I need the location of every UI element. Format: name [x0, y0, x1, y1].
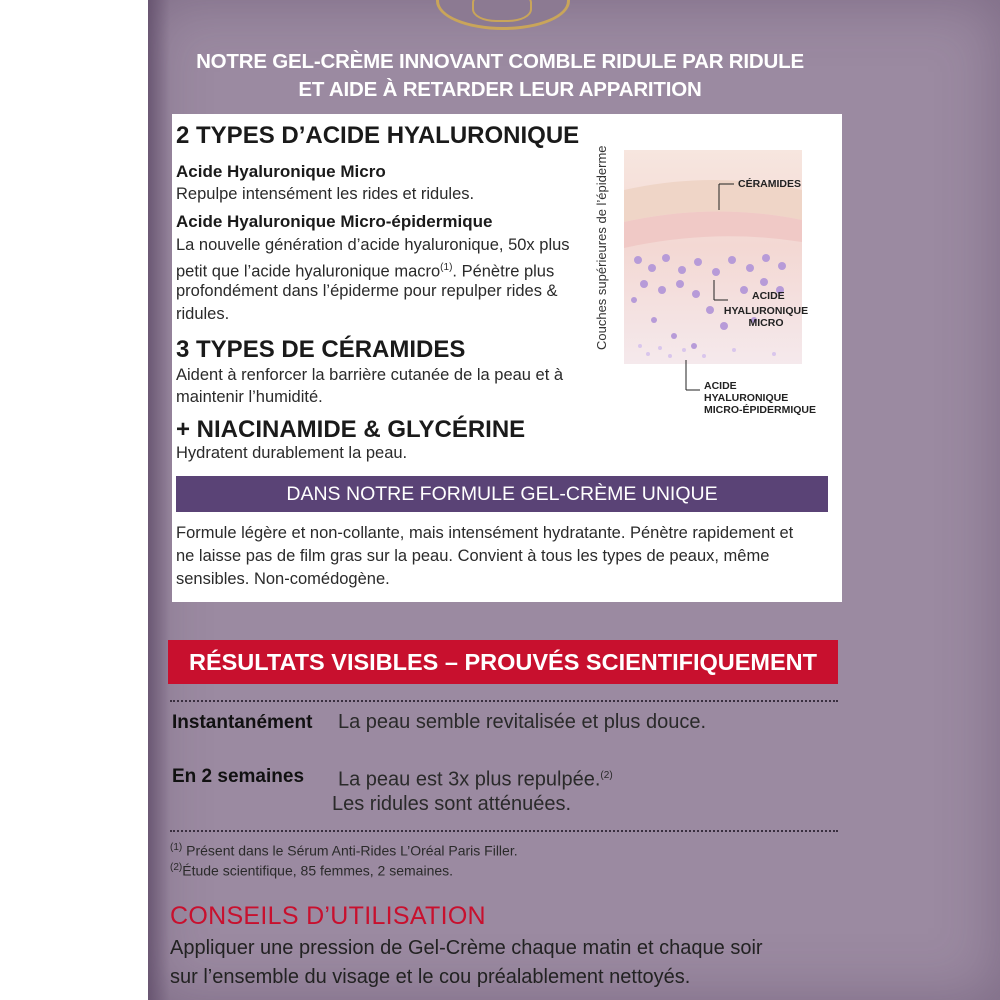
ingredients-panel [172, 114, 842, 602]
footnote-1-text: Présent dans le Sérum Anti-Rides L’Oréal Paris Filler. [182, 842, 518, 859]
skin-layers-diagram [594, 145, 844, 470]
footnote-2-marker: (2) [170, 862, 183, 873]
box-edge-shadow [148, 0, 170, 1000]
label-epi-1: ACIDE [704, 380, 737, 392]
usage-text-2: sur l’ensemble du visage et le cou préalablement nettoyés. [170, 966, 691, 988]
label-micro-rest [718, 305, 814, 329]
ceramides-text-1: Aident à renforcer la barrière cutanée de la peau et à [176, 366, 564, 384]
niacinamide-title: + NIACINAMIDE & GLYCÉRINE [176, 416, 526, 443]
epi-text-1: La nouvelle génération d’acide hyaluronique, 50x plus [176, 236, 570, 254]
headline [170, 48, 830, 104]
dotted-divider-top [170, 700, 838, 702]
headline-line-1: NOTRE GEL-CRÈME INNOVANT COMBLE RIDULE PAR RIDULE [196, 50, 804, 73]
epi-text-3: profondément dans l’épiderme pour repulper rides & [176, 282, 558, 300]
ceramides-text-2: maintenir l’humidité. [176, 388, 323, 406]
label-micro [752, 290, 785, 302]
results-bar: RÉSULTATS VISIBLES – PROUVÉS SCIENTIFIQUEMENT [168, 640, 838, 684]
epi-text-4: ridules. [176, 305, 230, 323]
usage-title: CONSEILS D’UTILISATION [170, 902, 486, 930]
footnote-1 [170, 842, 518, 859]
usage-text-1: Appliquer une pression de Gel-Crème chaque matin et chaque soir [170, 937, 763, 959]
diagram-vertical-label: Couches supérieures de l’épiderme [594, 145, 609, 350]
result-text-instant: La peau semble revitalisée et plus douce. [338, 711, 707, 733]
result-text-2-weeks-1a: La peau est 3x plus repulpée. [338, 768, 601, 791]
formula-text-1: Formule légère et non-collante, mais intensément hydratante. Pénètre rapidement et [176, 524, 794, 542]
epi-text-2b: . Pénètre plus [452, 262, 555, 281]
epi-text-2 [176, 257, 554, 283]
formula-bar: DANS NOTRE FORMULE GEL-CRÈME UNIQUE [176, 476, 828, 512]
label-epi [704, 380, 816, 416]
dotted-divider-bottom [170, 830, 838, 832]
ceramides-title: 3 TYPES DE CÉRAMIDES [176, 336, 466, 363]
footnote-ref-2: (2) [600, 770, 613, 781]
micro-title: Acide Hyaluronique Micro [176, 162, 386, 181]
micro-text: Repulpe intensément les rides et ridules. [176, 185, 475, 203]
formula-text-2: ne laisse pas de film gras sur la peau. Convient à tous les types de peaux, même [176, 547, 770, 565]
formula-text-3: sensibles. Non-comédogène. [176, 570, 390, 588]
label-micro-1: ACIDE [752, 290, 785, 302]
label-micro-3: MICRO [748, 317, 784, 329]
footnote-2 [170, 862, 453, 879]
epi-text-2a: petit que l’acide hyaluronique macro [176, 262, 441, 281]
usage-text [170, 934, 850, 992]
label-ceramides: CÉRAMIDES [738, 178, 802, 190]
footnote-ref-1: (1) [440, 262, 453, 273]
result-label-instant: Instantanément [172, 712, 313, 733]
brand-logo-inner [472, 0, 532, 22]
label-epi-3: MICRO-ÉPIDERMIQUE [704, 404, 817, 416]
label-micro-2: HYALURONIQUE [723, 305, 809, 317]
result-text-2-weeks-1 [338, 762, 613, 794]
niacinamide-text: Hydratent durablement la peau. [176, 444, 408, 462]
result-text-2-weeks-2: Les ridules sont atténuées. [332, 793, 572, 815]
footnote-1-marker: (1) [170, 842, 183, 853]
headline-line-2: ET AIDE À RETARDER LEUR APPARITION [298, 78, 702, 101]
result-label-2-weeks: En 2 semaines [172, 766, 305, 787]
epi-title: Acide Hyaluronique Micro-épidermique [176, 212, 493, 231]
hyaluronic-title: 2 TYPES D’ACIDE HYALURONIQUE [176, 122, 580, 149]
footnote-2-text: Étude scientifique, 85 femmes, 2 semaines. [182, 862, 454, 879]
label-epi-2: HYALURONIQUE [704, 392, 789, 404]
